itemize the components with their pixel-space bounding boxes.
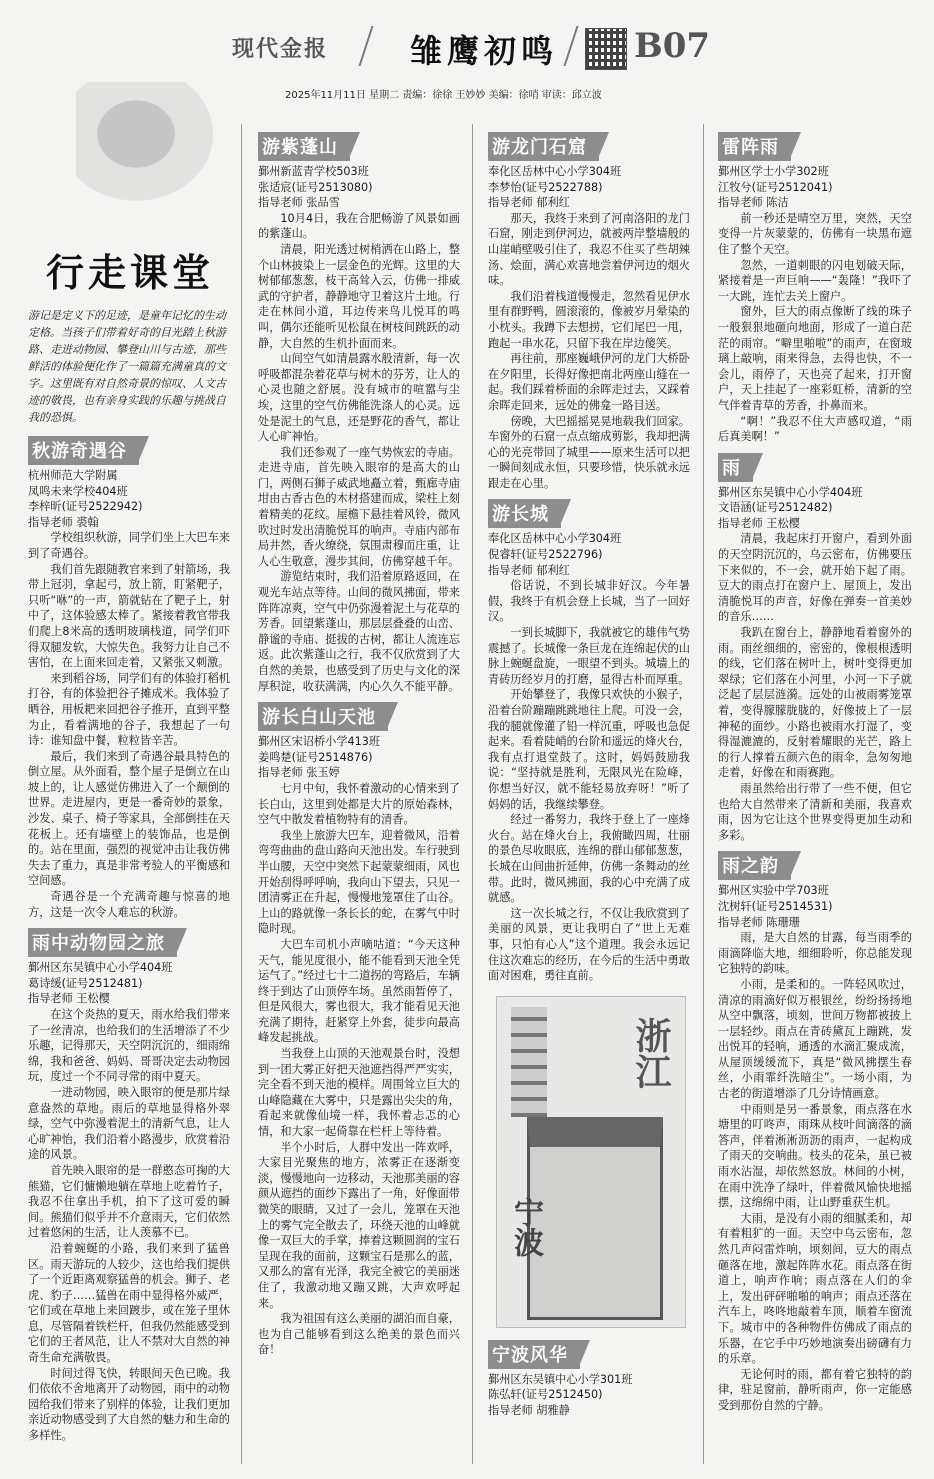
paragraph: 傍晚，大巴摇摇晃晃地载我们回家。车窗外的石窟一点点缩成剪影，我却把满心的光亮带回了城里——原来生活可以把一瞬间刻成永恒，只要珍惜，快乐就永远跟走在心里。	[488, 414, 690, 490]
paragraph: 当我登上山顶的天池观景台时，没想到一团大雾正好把天池遮挡得严严实实，完全看不到天池的模样。周围耸立巨大的山峰隐藏在大雾中，只是露出尖尖的角，看起来就像仙境一样，我怀着忐忑的心情，和大家一起倚靠在栏杆上等待着。	[258, 1047, 460, 1139]
article-title: 游长白山天池	[258, 702, 388, 731]
author: 李梦怡(证号2522788)	[488, 180, 603, 194]
paragraph: 我们首先跟随教官来到了射箭场，我带上冠羽，拿起弓，放上箭，盯紧靶子，只听“咻”的一声，箭就钻在了靶子上，射中了，这体验感太棒了。紧接着教官带我们爬上8米高的透明玻璃栈道，同学们吓得双腿发软，大惊失色。我努力让自己不害怕，在上面来回走着，又紧张又刺激。	[28, 562, 230, 670]
article-title: 雨中动物园之旅	[28, 928, 177, 957]
teacher: 指导老师 王松樱	[718, 516, 800, 530]
article	[28, 428, 230, 920]
paragraph: “啊！”我忍不住大声感叹道，“雨后真美啊！”	[718, 414, 912, 444]
paragraph: 游览结束时，我们沿着原路返回，在观光车站点等待。山间的微风拂面，带来阵阵凉爽，空气中仍弥漫着泥土与花草的芳香。回望紫蓬山，那层层叠叠的山峦、静谧的寺庙、挺拔的古树，都让人流连忘返。此次紫蓬山之行，我不仅欣赏到了大自然的美景，也感受到了历史与文化的深厚积淀，收获满满，内心久久不能平静。	[258, 570, 460, 693]
paragraph: 来到稻谷场，同学们有的体验打稻机打谷，有的体验把谷子摊成米。我体验了晒谷，用板耙来回把谷子推开，直到平整为止，看着满地的谷子，我想起了一句诗：谁知盘中餐，粒粒皆辛苦。	[28, 671, 230, 748]
article-title: 游长城	[488, 499, 561, 528]
illustration-text: 宁波	[508, 1196, 543, 1257]
section-title: 雏鹰初鸣	[410, 32, 559, 70]
paragraph: 大巴车司机小声嘀咕道：“今天这种天气，能见度很小，能不能看到天池全凭运气了。”经过七十二道拐的弯路后，车辆终于到达了山顶停车场。虽然雨暂停了，但是风很大，雾也很大，我才能看见天池充满了期待，赶紧穿上外套，徒步向最高峰发起挑战。	[258, 937, 460, 1045]
paragraph: 俗话说，不到长城非好汉。今年暑假，我终于有机会登上长城，当了一回好汉。	[488, 579, 690, 624]
teacher: 指导老师 陈珊珊	[718, 915, 800, 929]
paragraph: 一到长城脚下，我就被它的雄伟气势震撼了。长城像一条巨龙在连绵起伏的山脉上蜿蜒盘旋，一眼望不到头。城墙上的青砖历经岁月的打磨，显得古朴而厚重。	[488, 626, 690, 686]
school: 鄞州区实验中学703班	[718, 884, 829, 898]
article	[718, 124, 912, 445]
paragraph: 学校组织秋游，同学们坐上大巴车来到了奇遇谷。	[28, 531, 230, 560]
author: 李梓昕(证号2522942)	[28, 500, 143, 514]
school: 鄞州区东吴镇中心小学404班	[28, 961, 173, 975]
article	[488, 491, 690, 983]
qr-code-icon	[585, 28, 627, 70]
article	[718, 445, 912, 844]
paragraph: 无论何时的雨，都有着它独特的韵律，驻足窗前，静听雨声，你一定能感受到那份自然的宁静。	[718, 1367, 912, 1412]
paragraph: 一进动物园，映入眼帘的便是那片绿意盎然的草地。雨后的草地显得格外翠绿，空气中弥漫着泥土的清新气息，让人心旷神怡，我们沿着小路漫步，欣赏着沿途的风景。	[28, 1085, 230, 1162]
divider-slash	[564, 26, 579, 66]
column-title: 行走课堂	[46, 250, 215, 295]
article-title: 游龙门石窟	[488, 132, 599, 161]
school: 杭州师范大学附属	[28, 469, 118, 482]
author: 姜鸣楚(证号2514876)	[258, 750, 373, 764]
paragraph: 我们还参观了一座气势恢宏的寺庙。走进寺庙，首先映入眼帘的是高大的山门，两侧石狮子威武地矗立着，甄廊寺庙坩由古香古色的木材搭建而成，梁柱上刻着精美的花纹。屋檐下悬挂着风铃，微风吹过时发出清脆悦耳的响声。寺庙内部布局井然，香火缭绕，氛围肃穆而庄重，让人心生敬意，漫步其间，仿佛穿越千年。	[258, 445, 460, 568]
paragraph: 最后，我们来到了奇遇谷最具特色的倒立屋。从外面看，整个屋子是倒立在山坡上的，让人感觉仿佛进入了一个颠倒的世界。走进屋内，更是一番奇妙的景象，沙发、桌子、椅子等家具，全部倒挂在天花板上。还有墙壁上的装饰品，也是倒的。站在里面，强烈的视觉冲击让我仿佛失去了重力，真是非常考验人的平衡感和空间感。	[28, 749, 230, 888]
paragraph: 开始攀登了，我像只欢快的小猴子，沿着台阶蹦蹦跳跳地往上爬。可没一会，我的腿就像灌了铅一样沉重，呼吸也急促起来。看着陡峭的台阶和遥远的烽火台，我有点打退堂鼓了。这时，妈妈鼓励我说：“坚持就是胜利，无限风光在险峰，你想当好汉，就不能轻易放弃呀！”听了妈妈的话，我继续攀登。	[488, 688, 690, 811]
article-title: 雨	[718, 453, 753, 482]
teacher: 指导老师 张品雪	[258, 196, 340, 210]
teacher: 指导老师 郁利红	[488, 196, 570, 210]
paragraph: 10月4日，我在合肥畅游了风景如画的紫蓬山。	[258, 211, 460, 241]
article	[488, 124, 690, 491]
column-rule	[703, 124, 704, 1464]
school: 鄞州区东吴镇中心小学301班	[488, 1372, 633, 1386]
paragraph: 半个小时后，人群中发出一阵欢呼，大家目光聚焦的地方，浓雾正在逐渐变淡，慢慢地向一边移动，天池那美丽的容颜从遮挡的面纱下露出了一角，好像面带微笑的眼睛，又过了一会儿，笼罩在天池上的雾气完全散去了，环绕天池的山峰就像一双巨大的手掌，捧着这颗圆润的宝石呈现在我的面前，这颗宝石是那么的蓝，又那么的富有光泽，我完全被它的美丽迷住了，我激动地又蹦又跳，大声欢呼起来。	[258, 1140, 460, 1310]
paragraph: 清晨，我起床打开窗户，看到外面的天空阴沉沉的，乌云密布，仿佛要压下来似的，不一会，就开始下起了雨。豆大的雨点打在窗户上、屋顶上，发出清脆悦耳的声音，好像在弹奏一首美妙的音乐……	[718, 532, 912, 624]
divider-slash	[359, 26, 374, 66]
column-1	[28, 124, 230, 1444]
column-intro: 游记是定义下的足迹，是童年记忆的生动定格。当孩子们带着好奇的目光踏上秋游路、走进动物园、攀登山川与古迹，那些鲜活的体验便化作了一篇篇充满童真的文字。这里既有对自然奇景的惊叹、人文古迹的敬畏，也有亲身实践的乐趣与挑战自我的恐惧。	[28, 309, 226, 424]
school: 鄞州新蓝青学校503班	[258, 165, 369, 178]
paragraph: 七月中旬，我怀着激动的心情来到了长白山，这里到处都是大片的原始森林，空气中散发着植物特有的清香。	[258, 781, 460, 827]
teacher: 指导老师 王松樱	[28, 992, 110, 1006]
school: 凤鸣未来学校404班	[28, 484, 128, 498]
paragraph: 清晨，阳光透过树梢洒在山路上，整个山林披染上一层金色的光辉。这里的大树郁郁葱葱，枝干高耸入云，仿佛一排威武的守护者，静静地守卫着这片土地。行走在林间小道，耳边传来鸟儿悦耳的鸣叫，偶尔还能听见松鼠在树枝间跳跃的动静，大自然的生机扑面而来。	[258, 242, 460, 350]
article	[718, 843, 912, 1413]
author: 文语涵(证号2512482)	[718, 501, 833, 515]
paragraph: 首先映入眼帘的是一群憨态可掬的大熊猫，它们慵懒地躺在草地上吃着竹子，我忍不住拿出手机，拍下了这可爱的瞬间。熊猫们似乎并不介意雨天，它们依然过着悠闲的生活，让人羡慕不已。	[28, 1163, 230, 1240]
school: 奉化区岳林中心小学304班	[488, 532, 622, 546]
illustration-text: 浙江	[630, 1016, 672, 1089]
paragraph: 雨，是大自然的甘露，每当雨季的雨滴降临大地，细细聆听，你总能发现它独特的韵味。	[718, 931, 912, 976]
column-4	[718, 124, 912, 1414]
teacher: 指导老师 裘翰	[28, 515, 99, 529]
teacher: 指导老师 胡雅静	[488, 1403, 570, 1417]
paragraph: 大雨，是没有小雨的细腻柔和，却有着粗犷的一面。天空中乌云密布，忽然几声闷雷炸响，顷刻间，豆大的雨点砸落在地，激起阵阵水花。雨点落在街道上，响声作响；雨点落在人们的伞上，发出砰砰啪啪的响声；雨点还落在汽车上，咚咚地敲着车顶，顺着车窗流下。城市中的各种物件仿佛成了雨点的乐器，在它手中巧妙地演奏出磅礴有力的乐章。	[718, 1211, 912, 1366]
school: 鄞州区宋诏桥小学413班	[258, 735, 381, 749]
column-rule	[241, 124, 242, 1464]
ningbo-illustration	[496, 996, 686, 1328]
paragraph: 前一秒还是晴空万里，突然，天空变得一片灰蒙蒙的，仿佛有一块黑布遮住了整个天空。	[718, 211, 912, 256]
pagoda-icon	[511, 1007, 547, 1117]
paragraph: 沿着蜿蜒的小路，我们来到了猛兽区。雨天游玩的人较少，这也给我们提供了一个近距离观察猛兽的机会。狮子、老虎、豹子……猛兽在雨中显得格外威严，它们或在草地上来回踱步，或在笼子里休息，尽管隔着铁栏杆，但我仍然能感受到它们的王者风范，让人不禁对大自然的神奇生命充满敬畏。	[28, 1241, 230, 1365]
paragraph: 我为祖国有这么美丽的湖泊而自豪，也为自己能够看到这么绝美的景色而兴奋！	[258, 1312, 460, 1357]
article-title: 雷阵雨	[718, 132, 791, 161]
paragraph: 在这个炎热的夏天，雨水给我们带来了一丝清凉，也给我们的生活增添了不少乐趣，记得那天，天空阴沉沉的，细雨绵绵，我和爸爸、妈妈、哥哥决定去动物园玩，度过一个不同寻常的雨中夏天。	[28, 1008, 230, 1084]
teacher: 指导老师 郁利红	[488, 563, 570, 577]
paragraph: 我趴在窗台上，静静地看着窗外的雨。雨丝细细的，密密的，像根根透明的线，它们落在树叶上，树叶变得更加翠绿；它们落在小河里，小河一下子就泛起了层层涟漪。远处的山被雨雾笼罩着，变得朦朦胧胧的，好像披上了一层神秘的面纱。小路也被雨水打湿了，变得湿漉漉的，反射着耀眼的光芒，路上的行人撑着五颜六色的雨伞，急匆匆地走着，好像在和雨赛跑。	[718, 626, 912, 780]
teacher: 指导老师 陈洁	[718, 196, 789, 210]
paragraph: 雨虽然给出行带了一些不便，但它也给大自然带来了清新和美丽，我喜欢雨，因为它让这个世界变得更加生动和多彩。	[718, 781, 912, 842]
paragraph: 窗外，巨大的雨点像断了线的珠子一般狠狠地砸向地面，形成了一道白茫茫的雨帘。“噼里啪啦”的雨声，在窗玻璃上敲响，雨来得急，去得也快，不一会儿，雨停了，天也亮了起来，打开窗户，天上挂起了一座彩虹桥，清新的空气伴着青草的芳香，扑鼻而来。	[718, 305, 912, 412]
paragraph: 小雨，是柔和的。一阵轻风吹过，清凉的雨滴好似万根银丝，纷纷扬扬地从空中飘落，顷刻，世间万物都被披上一层轻纱。雨点在青砖黛瓦上蹦跳，发出悦耳的轻响，通透的水滴汇聚成流，从屋顶缓缓流下，真是“微风拂摆生春丝，小雨霏纤洗暗尘”。一场小雨，为古老的街道增添了几分诗情画意。	[718, 977, 912, 1101]
teacher: 指导老师 张玉婷	[258, 766, 340, 780]
author: 葛诗缓(证号2512481)	[28, 976, 143, 990]
gate-icon	[527, 1117, 663, 1320]
school: 奉化区岳林中心小学304班	[488, 165, 622, 178]
paragraph: 经过一番努力，我终于登上了一座烽火台。站在烽火台上，我俯瞰四周，壮丽的景色尽收眼底，连绵的群山郁郁葱葱，长城在山间曲折延伸，仿佛一条舞动的丝带。此时，微风拂面，我的心中充满了成就感。	[488, 813, 690, 905]
paragraph: 这一次长城之行，不仅让我欣赏到了美丽的风景，更让我明白了“世上无难事，只怕有心人”这个道理。我会永远记住这次难忘的经历，在今后的生活中勇敢面对困难，勇往直前。	[488, 906, 690, 983]
column-logo	[28, 124, 230, 232]
column-2	[258, 124, 460, 1358]
paragraph: 山间空气如清晨露水般清新，每一次呼吸都混杂着花草与树木的芬芳，让人的心灵也随之舒展。没有城市的喧嚣与尘埃，这里的空气仿佛能洗涤人的心灵。远处是泥土的气息，还是野花的香气，都让人心旷神怡。	[258, 352, 460, 444]
paragraph: 再往前，那座巍峨伊河的龙门大桥卧在夕阳里，长得好像把南北两座山缝在一起。我们踩着桥面的余晖走过去，又踩着余晖走回来，远处的佛龛一路目送。	[488, 352, 690, 412]
paragraph: 时间过得飞快，转眼间天色已晚。我们依依不舍地离开了动物园，雨中的动物园给我们带来了别样的体验，让我们更加亲近动物感受到了大自然的魅力和生命的多样性。	[28, 1366, 230, 1443]
paragraph: 奇遇谷是一个充满奇趣与惊喜的地方，这是一次令人难忘的秋游。	[28, 890, 230, 919]
paragraph: 忽然，一道刺眼的闪电划破天际，紧接着是一声巨响——“轰隆！”我吓了一大跳，连忙去关上窗户。	[718, 258, 912, 303]
author: 张适宸(证号2513080)	[258, 180, 373, 194]
paragraph: 中雨则是另一番景象，雨点落在水塘里的叮咚声，雨珠从枝叶间滴落的滴答声，伴着淅淅沥沥的雨声，一起构成了雨天的交响曲。枝头的花朵，虽已被雨水沾湿，却依然怒放。林间的小树，在雨中洗净了绿叶，伴着微风愉快地摇摆，这绵绵中雨，让山野重获生机。	[718, 1102, 912, 1210]
article	[258, 124, 460, 694]
article-title: 秋游奇遇谷	[28, 436, 139, 465]
paragraph: 那天，我终于来到了河南洛阳的龙门石窟，刚走到伊河边，就被两岸整墙般的山崖峭壁吸引住了，我忍不住买了些胡辣汤、烩面，满心欢喜地尝着伊河边的烟火味。	[488, 211, 690, 288]
page-number: B07	[634, 26, 711, 66]
article-title: 雨之韵	[718, 851, 791, 880]
author: 沈树轩(证号2514531)	[718, 899, 833, 913]
paragraph: 我们沿着栈道慢慢走，忽然看见伊水里有群野鸭，圆滚滚的，像被岁月晕染的小枕头。我蹲下去想捞，它们尾巴一甩，跑起一串水花，只留下我在岸边傻笑。	[488, 289, 690, 350]
paragraph: 我坐上旅游大巴车，迎着微风，沿着弯弯曲曲的盘山路向天池出发。车行驶到半山腰，天空中突然下起蒙蒙细雨，风也开始刮得呼呼响，我向山下望去，只见一团清雾正在升起，慢慢地笼罩住了山谷。上山的路就像一条长长的蛇，在雾气中时隐时现。	[258, 828, 460, 936]
map-illustration-icon	[76, 82, 226, 212]
paper-name: 现代金报	[232, 36, 329, 62]
issue-meta: 2025年11月11日 星期二 责编：徐徐 王妙妙 美编：徐哨 审读：邱立波	[285, 90, 602, 101]
author: 倪睿轩(证号2522796)	[488, 548, 603, 562]
article	[488, 1332, 690, 1419]
column-3	[488, 124, 690, 1418]
column-rule	[472, 124, 473, 1464]
article-title: 宁波风华	[488, 1340, 580, 1369]
article	[258, 694, 460, 1358]
author: 江牧兮(证号2512041)	[718, 180, 833, 194]
article-title: 游紫蓬山	[258, 132, 350, 161]
school: 鄞州区学士小学302班	[718, 165, 829, 178]
school: 鄞州区东吴镇中心小学404班	[718, 485, 863, 499]
author: 陈弘轩(证号2512450)	[488, 1388, 603, 1402]
article	[28, 920, 230, 1443]
